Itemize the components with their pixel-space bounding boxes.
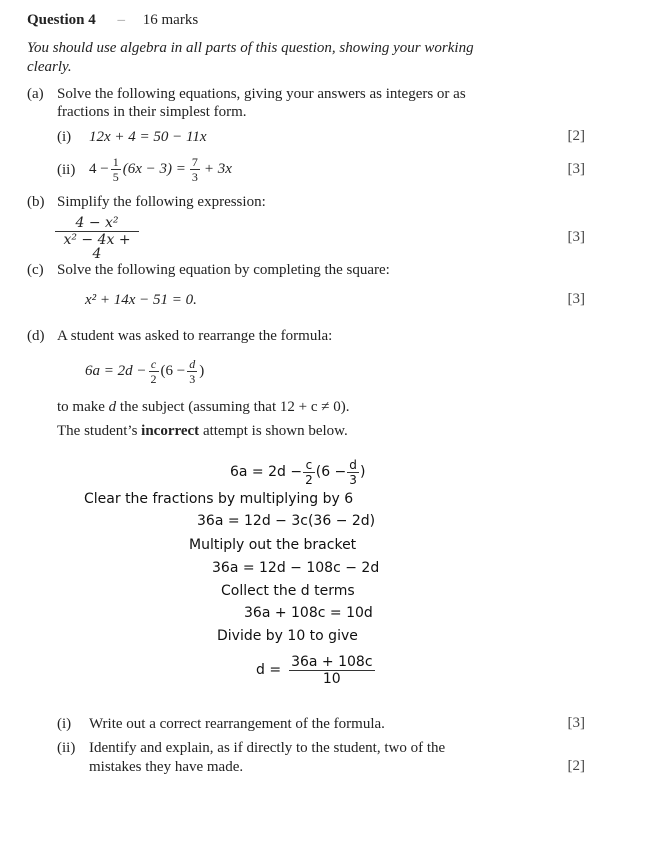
hw-line-5: 36a = 12d − 108c − 2d: [212, 560, 380, 576]
hw-l9-fraction: [287, 654, 376, 687]
part-a-text-1: Solve the following equations, giving your answers as integers or as: [57, 86, 466, 102]
formula-mid: (6 −: [160, 363, 186, 379]
hw-line-6: Collect the d terms: [221, 583, 355, 599]
hw-line-1: [230, 455, 365, 489]
part-a-i-label: (i): [57, 129, 72, 145]
part-d-label: (d): [27, 328, 45, 344]
hw-l1-mid: (6 −: [315, 464, 347, 480]
part-a-text-2: fractions in their simplest form.: [57, 104, 247, 120]
intro-line-2: clearly.: [27, 59, 72, 75]
hw-l1-close: ): [359, 464, 366, 480]
part-d-formula: [85, 353, 204, 389]
part-a-ii-lhs: 4 −: [89, 161, 109, 177]
hw-line-9: [256, 650, 377, 690]
part-d-text: A student was asked to rearrange the formula:: [57, 328, 333, 344]
formula-fraction-c: [149, 358, 159, 385]
part-c-marks: [3]: [567, 291, 585, 307]
part-a-ii-fraction-2: [190, 156, 200, 183]
frac-num: 7: [191, 154, 198, 169]
attempt-bold: incorrect: [141, 423, 200, 439]
frac-den: 3: [191, 169, 198, 184]
part-b-text: Simplify the following expression:: [57, 194, 266, 210]
frac-num: 36a + 108c: [291, 653, 373, 670]
hw-line-2: Clear the fractions by multiplying by 6: [84, 491, 354, 507]
part-d-ii-text-2: mistakes they have made.: [89, 759, 244, 775]
hw-line-7: 36a + 108c = 10d: [244, 605, 373, 621]
frac-den: 2: [305, 472, 313, 487]
part-a-i-equation: 12x + 4 = 50 − 11x: [89, 129, 207, 145]
part-a-i-marks: [2]: [567, 128, 585, 144]
part-c-text: Solve the following equation by completing the square:: [57, 262, 390, 278]
hw-line-3: 36a = 12d − 3c(36 − 2d): [197, 513, 376, 529]
formula-lhs: 6a = 2d −: [85, 363, 147, 379]
part-b-denominator: x² − 4x + 4: [55, 231, 139, 262]
part-a-ii-rhs: + 3x: [203, 161, 232, 177]
frac-den: 5: [112, 169, 119, 184]
frac-num: 1: [112, 154, 119, 169]
part-d-ii-text-1: Identify and explain, as if directly to the student, two of the: [89, 740, 446, 756]
part-d-ii-marks: [2]: [567, 758, 585, 774]
part-b-marks: [3]: [567, 229, 585, 245]
hw-l1-lhs: 6a = 2d −: [230, 464, 303, 480]
part-c-equation: x² + 14x − 51 = 0.: [85, 292, 197, 308]
subject-pre: to make: [57, 399, 105, 415]
part-a-ii-mid: (6x − 3) =: [122, 161, 186, 177]
part-d-i-label: (i): [57, 716, 72, 732]
hw-l1-fraction-d: [347, 459, 359, 486]
header-dash: –: [117, 12, 126, 28]
part-a-ii-label: (ii): [57, 162, 76, 178]
attempt-post: attempt is shown below.: [202, 423, 348, 439]
subject-var: d: [108, 399, 117, 415]
part-b-label: (b): [27, 194, 45, 210]
intro-line-1: You should use algebra in all parts of this question, showing your working: [27, 40, 474, 56]
hw-line-4: Multiply out the bracket: [189, 537, 357, 553]
frac-num: d: [189, 356, 196, 371]
frac-den: 10: [289, 670, 375, 687]
question-title: Question 4: [27, 12, 96, 28]
attempt-pre: The student’s: [57, 423, 138, 439]
frac-num: d: [349, 457, 357, 472]
frac-num: c: [150, 356, 157, 371]
subject-post: the subject (assuming that 12 + c ≠ 0).: [119, 399, 350, 415]
formula-fraction-d: [187, 358, 197, 385]
part-a-ii-marks: [3]: [567, 161, 585, 177]
part-b-expression: [57, 215, 137, 262]
part-c-label: (c): [27, 262, 44, 278]
hw-l9-lhs: d =: [256, 662, 282, 678]
formula-close: ): [199, 363, 205, 379]
frac-num: c: [305, 457, 313, 472]
frac-den: 3: [349, 472, 357, 487]
question-marks: 16 marks: [142, 12, 199, 28]
part-d-ii-label: (ii): [57, 740, 76, 756]
part-d-i-text: Write out a correct rearrangement of the formula.: [89, 716, 385, 732]
hw-l1-fraction-c: [303, 459, 315, 486]
part-d-i-marks: [3]: [567, 715, 585, 731]
part-b-numerator: 4 − x²: [75, 215, 119, 231]
question-header: [27, 11, 198, 29]
frac-den: 3: [189, 371, 196, 386]
part-a-label: (a): [27, 86, 44, 102]
part-a-ii-equation: [89, 151, 232, 187]
hw-line-8: Divide by 10 to give: [217, 628, 358, 644]
part-d-attempt-line: [57, 422, 348, 440]
part-d-subject-line: [57, 398, 349, 416]
part-a-ii-fraction-1: [111, 156, 121, 183]
frac-den: 2: [150, 371, 157, 386]
